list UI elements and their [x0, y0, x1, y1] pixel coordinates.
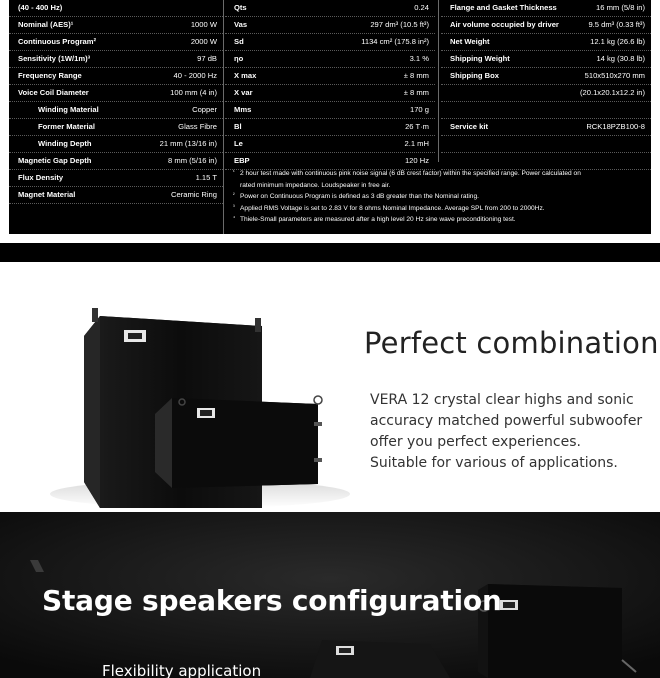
description-line: Suitable for various of applications. [370, 455, 618, 471]
combination-description [370, 390, 643, 474]
description-line: accuracy matched powerful subwoofer [370, 413, 643, 429]
footnote-mark: ⁴ [233, 215, 236, 221]
footnote [233, 180, 643, 192]
spec-value: 14 kg (30.8 lb) [596, 54, 645, 63]
spec-row [9, 102, 223, 119]
spec-row [225, 34, 435, 51]
spec-value: 1000 W [190, 20, 217, 29]
spec-column-mounting [441, 0, 651, 170]
description-line: VERA 12 crystal clear highs and sonic [370, 392, 634, 408]
footnote-text: Power on Continuous Program is defined as 3 dB greater than the Nominal rating. [240, 193, 479, 200]
footnote-mark: ² [233, 192, 235, 198]
spec-label: Magnetic Gap Depth [18, 156, 92, 165]
spec-value: 120 Hz [404, 156, 429, 165]
spec-label: Vas [234, 20, 248, 29]
footnote-text: Applied RMS Voltage is set to 2.83 V for 8 ohms Nominal Impedance. Average SPL from 200 to 2000Hz. [240, 204, 545, 212]
spec-label: Service kit [450, 122, 488, 131]
spec-row [441, 68, 651, 85]
spec-label: ηo [234, 54, 244, 63]
spec-row [9, 17, 223, 34]
spec-label: Former Material [38, 122, 95, 131]
combination-title: Perfect combination [364, 326, 659, 360]
spec-label: Qts [234, 3, 247, 12]
spec-value: 2.1 mH [404, 139, 429, 148]
spec-row [225, 68, 435, 85]
spec-row [441, 85, 651, 102]
footnote-text: Thiele-Small parameters are measured after a high level 20 Hz sine wave preconditioning test. [240, 216, 516, 223]
spec-row [441, 34, 651, 51]
spec-label: Shipping Box [450, 71, 499, 80]
section-divider [0, 243, 660, 262]
spec-row [225, 51, 435, 68]
stage-section [0, 512, 660, 678]
spec-value: RCK18PZB100-8 [586, 122, 645, 131]
footnote [233, 191, 643, 203]
spec-label: (40 - 400 Hz) [18, 3, 63, 12]
spec-row [9, 68, 223, 85]
spec-row [441, 17, 651, 34]
spec-footnotes [233, 168, 643, 226]
spec-value: Ceramic Ring [171, 190, 217, 199]
spec-value: 297 dm³ (10.5 ft³) [370, 20, 429, 29]
spec-row [9, 34, 223, 51]
spec-value: 170 g [409, 105, 429, 114]
spec-value: 9.5 dm³ (0.33 ft³) [588, 20, 645, 29]
spec-value: 12.1 kg (26.6 lb) [590, 37, 645, 46]
spec-value: 0.24 [414, 3, 429, 12]
spec-value: Glass Fibre [178, 122, 217, 131]
description-line: offer you perfect experiences. [370, 434, 581, 450]
spec-row [9, 187, 223, 204]
spec-row [9, 170, 223, 187]
spec-row [441, 102, 651, 119]
spec-row [225, 0, 435, 17]
spec-label: Bl [234, 122, 242, 131]
stage-monitor-cabinet [310, 640, 450, 678]
combination-section [0, 262, 660, 512]
column-divider [438, 0, 439, 162]
spec-label: Winding Material [38, 105, 99, 114]
spec-row [9, 119, 223, 136]
spec-sheet [9, 0, 651, 234]
spec-value: ± 8 mm [403, 71, 429, 80]
line-array-cabinet [155, 396, 322, 488]
spec-value: 40 - 2000 Hz [173, 71, 217, 80]
spec-row [225, 85, 435, 102]
spec-value: 97 dB [197, 54, 217, 63]
footnote [233, 203, 643, 215]
spec-label: Sd [234, 37, 244, 46]
spec-label: Air volume occupied by driver [450, 20, 559, 29]
footnote [233, 214, 643, 226]
spec-column-thiele-small [225, 0, 435, 170]
spec-value: 100 mm (4 in) [170, 88, 217, 97]
spec-value: 26 T·m [405, 122, 429, 131]
spec-row [225, 17, 435, 34]
spec-value: 21 mm (13/16 in) [159, 139, 217, 148]
spec-row [9, 0, 223, 17]
spec-value: (20.1x20.1x12.2 in) [579, 88, 645, 97]
stage-subtitle: Flexibility application [102, 662, 262, 678]
spec-value: 2000 W [190, 37, 217, 46]
spec-label: Flux Density [18, 173, 64, 182]
footnote-mark: ¹ [233, 169, 235, 175]
spec-row [441, 0, 651, 17]
footnote-text: 2 hour test made with continuous pink noise signal (6 dB crest factor) within the specified range. Power calculated on [240, 170, 581, 177]
footnote-mark [233, 180, 240, 192]
spec-value: 510x510x270 mm [584, 71, 645, 80]
spec-label: Continuous Program² [18, 37, 97, 46]
spec-row [9, 51, 223, 68]
spec-label: X var [234, 88, 253, 97]
spec-label: Magnet Material [18, 190, 76, 199]
stage-title: Stage speakers configuration [42, 584, 502, 617]
spec-label: Flange and Gasket Thickness [450, 3, 557, 12]
spec-label: X max [234, 71, 257, 80]
spec-value: Copper [192, 105, 217, 114]
spec-label: EBP [234, 156, 250, 165]
spec-row [225, 136, 435, 153]
spec-value: 16 mm (5/8 in) [596, 3, 645, 12]
spec-label: Winding Depth [38, 139, 92, 148]
spec-value: 1134 cm² (175.8 in²) [361, 37, 429, 46]
spec-row [441, 51, 651, 68]
footnote [233, 168, 643, 180]
stage-line-array-cabinet [478, 584, 636, 678]
spec-row [441, 136, 651, 153]
spec-label: Shipping Weight [450, 54, 510, 63]
spec-label: Nominal (AES)¹ [18, 20, 74, 29]
spec-label: Voice Coil Diameter [18, 88, 89, 97]
spec-row [225, 119, 435, 136]
spec-value: 3.1 % [409, 54, 429, 63]
speaker-product-photo [0, 262, 360, 512]
spec-row [441, 119, 651, 136]
spec-row [9, 136, 223, 153]
spec-label: Le [234, 139, 243, 148]
spec-value: 1.15 T [195, 173, 217, 182]
spec-row [9, 153, 223, 170]
spec-value: 8 mm (5/16 in) [168, 156, 217, 165]
spec-label: Sensitivity (1W/1m)³ [18, 54, 91, 63]
spec-row [225, 102, 435, 119]
spec-row [9, 85, 223, 102]
spec-column-electrical [9, 0, 223, 204]
spec-label: Frequency Range [18, 71, 82, 80]
spec-label: Mms [234, 105, 252, 114]
spec-label: Net Weight [450, 37, 490, 46]
footnote-mark: ³ [233, 203, 235, 210]
spec-value: ± 8 mm [403, 88, 429, 97]
footnote-text: rated minimum impedance. Loudspeaker in free air. [240, 181, 391, 189]
column-divider [223, 0, 224, 234]
